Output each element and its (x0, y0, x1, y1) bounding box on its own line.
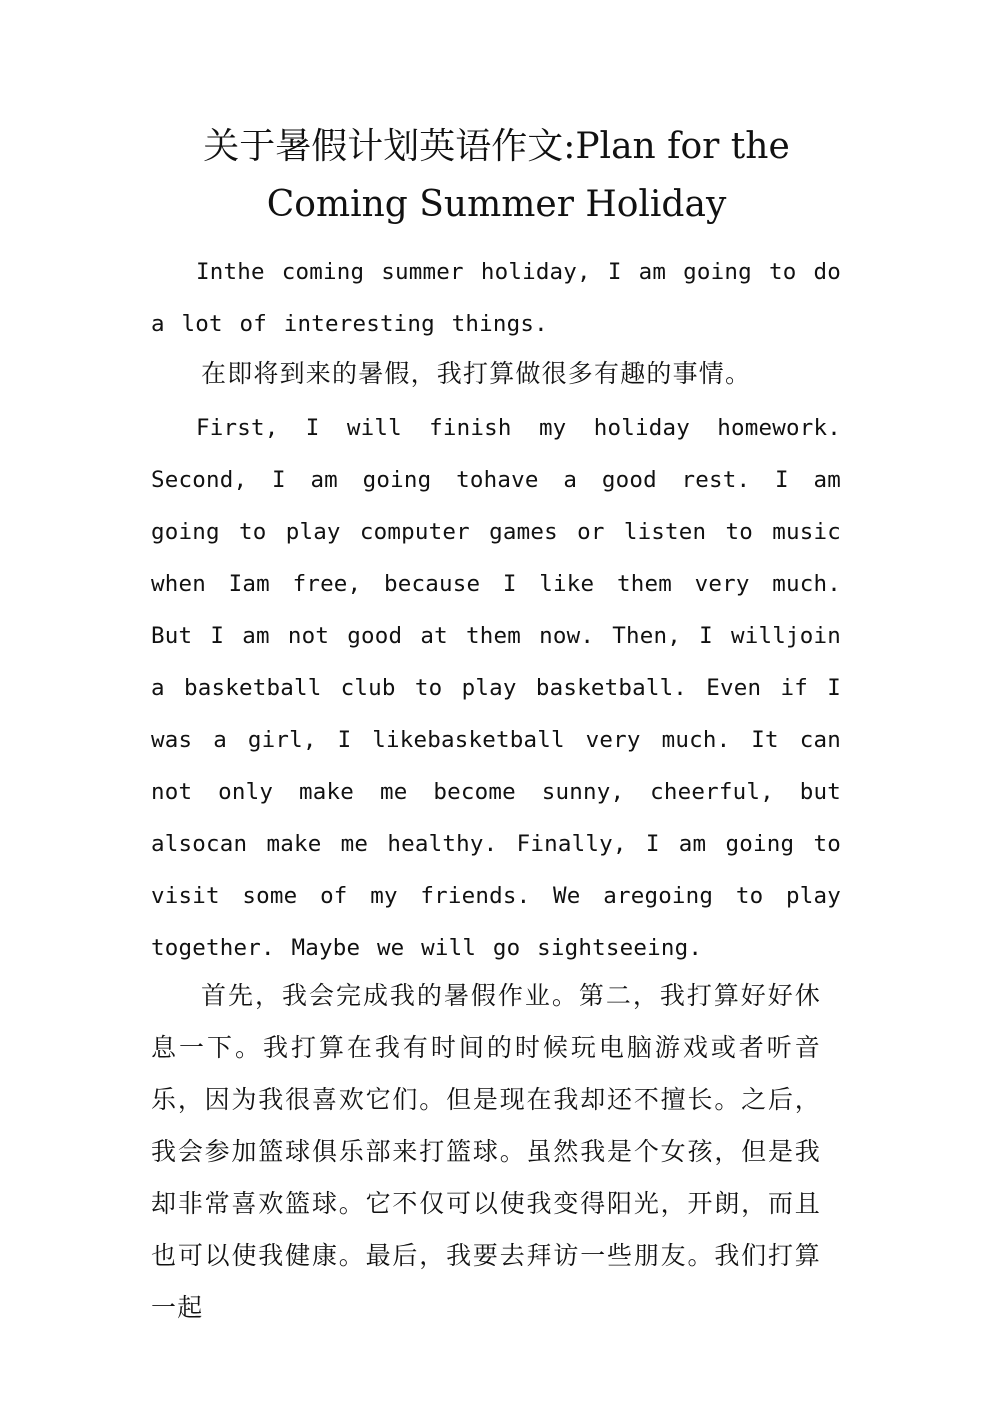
document-title (100, 118, 893, 234)
title-line-1: 关于暑假计划英语作文:Plan for the (203, 126, 790, 167)
title-line-2: Coming Summer Holiday (266, 184, 727, 225)
paragraph-chinese-intro: 在即将到来的暑假，我打算做很多有趣的事情。 (201, 359, 752, 388)
paragraph-english-body: First, I will finish my holiday homework. Second, I am going tohave a good rest. I am going to play computer games or listen to music when Iam free, because I like them very much. But I am not good at them now. Then, I willjoin a basketball club to play basketball. Even if I was a girl, I likebasketball very much. It can not only make me become sunny, cheerful, but alsocan make me healthy. Finally, I am going to visit some of my friends. We aregoing to play together. Maybe we will go sightseeing. (151, 415, 841, 961)
paragraph-chinese-body: 首先，我会完成我的暑假作业。第二，我打算好好休息一下。我打算在我有时间的时候玩电脑游戏或者听音乐，因为我很喜欢它们。但是现在我却还不擅长。之后，我会参加篮球俱乐部来打篮球。虽然我是个女孩，但是我却非常喜欢篮球。它不仅可以使我变得阳光，开朗，而且也可以使我健康。最后，我要去拜访一些朋友。我们打算一起 (151, 981, 821, 1322)
paragraph-english-intro: Inthe coming summer holiday, I am going to do a lot of interesting things. (151, 259, 841, 337)
